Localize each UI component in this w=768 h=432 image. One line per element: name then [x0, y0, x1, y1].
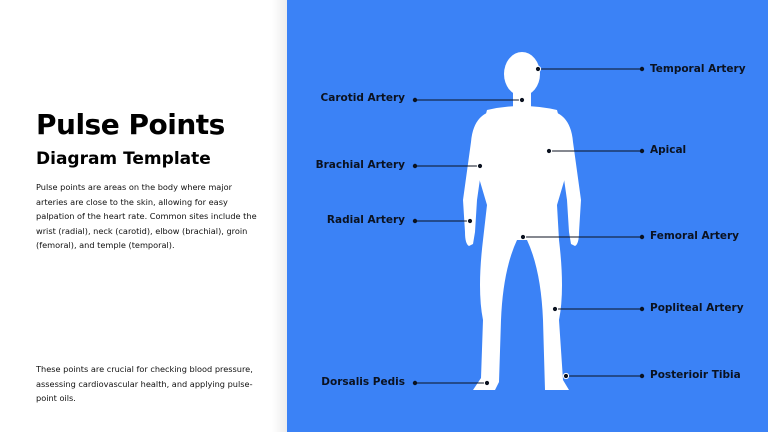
slide-title: Pulse Points [36, 108, 225, 141]
pulse-dot-popliteal-artery [552, 306, 557, 311]
label-popliteal-artery: Popliteal Artery [650, 302, 744, 314]
note-text: These points are crucial for checking blood pressure, assessing cardiovascular health, and applying pulse-point oils. [36, 364, 253, 403]
description-text: Pulse points are areas on the body where major arteries are close to the skin, allowing for easy palpation of the heart rate. Common sites include the wrist (radial), neck (carotid), elbow (brachial), groin (femoral), and temple (temporal). [36, 182, 257, 250]
label-posterior-tibia: Posterioir Tibia [650, 369, 741, 381]
pulse-dot-posterioir-tibia [563, 373, 568, 378]
text-panel [0, 0, 287, 432]
label-temporal-artery: Temporal Artery [650, 63, 746, 75]
panel-shadow [272, 0, 288, 432]
pulse-dot-apical [546, 148, 551, 153]
connector-end-dot-brachial-artery [413, 164, 417, 168]
label-carotid-artery: Carotid Artery [320, 92, 405, 104]
pulse-dot-carotid-artery [519, 97, 524, 102]
connector-end-dot-femoral-artery [640, 235, 644, 239]
connector-end-dot-temporal-artery [640, 67, 644, 71]
connector-end-dot-carotid-artery [413, 98, 417, 102]
connector-end-dot-apical [640, 149, 644, 153]
pulse-dot-radial-artery [467, 218, 472, 223]
slide-subtitle: Diagram Template [36, 149, 211, 169]
label-brachial-artery: Brachial Artery [315, 159, 405, 171]
connector-end-dot-radial-artery [413, 219, 417, 223]
pulse-dot-femoral-artery [520, 234, 525, 239]
diagram-panel [287, 0, 768, 432]
connector-end-dot-popliteal-artery [640, 307, 644, 311]
connector-end-dot-dorsalis-pedis [413, 381, 417, 385]
label-radial-artery: Radial Artery [326, 214, 405, 226]
label-dorsalis-pedis: Dorsalis Pedis [321, 376, 405, 388]
pulse-dot-brachial-artery [477, 163, 482, 168]
pulse-dot-dorsalis-pedis [484, 380, 489, 385]
label-femoral-artery: Femoral Artery [650, 230, 740, 242]
pulse-dot-temporal-artery [535, 66, 540, 71]
label-apical: Apical [650, 144, 687, 156]
connector-end-dot-posterioir-tibia [640, 374, 644, 378]
